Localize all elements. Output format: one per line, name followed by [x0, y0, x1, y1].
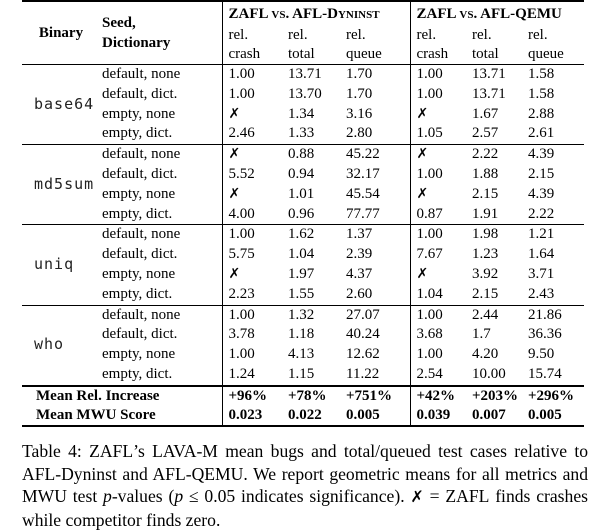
table-cell: 1.88 — [472, 165, 499, 182]
subheader-top: rel. — [528, 27, 548, 43]
seed-dictionary: empty, dict. — [102, 365, 173, 382]
table-cell: 3.71 — [528, 265, 555, 282]
table-cell: 4.13 — [288, 346, 315, 363]
seed-header-line1: Seed, — [102, 15, 136, 31]
table-cell: 2.15 — [528, 165, 555, 182]
caption-text: ’s LAVA-M mean bugs and total/queued test cases relative to AFL-Dyninst and AFL-QEMU. We report geometric means for all metrics and MWU test — [22, 441, 588, 507]
table-cell: 1.37 — [340, 225, 410, 245]
table-cell: 1.34 — [288, 105, 315, 122]
summary-value: 0.023 — [222, 406, 282, 426]
cross-mark-icon: ✗ — [416, 105, 429, 122]
table-cell: 1.04 — [410, 285, 466, 305]
summary-label: Mean MWU Score — [22, 406, 222, 426]
summary-value: 0.039 — [410, 406, 466, 426]
table-cell: 4.20 — [472, 346, 499, 363]
table-cell: 13.71 — [472, 85, 506, 102]
table-cell: 4.37 — [346, 265, 373, 282]
cross-mark-icon: ✗ — [416, 146, 429, 163]
binary-name: uniq — [22, 225, 100, 305]
table-cell: 2.61 — [528, 125, 555, 142]
table-cell — [410, 265, 466, 285]
table-cell: 3.92 — [472, 265, 499, 282]
table-cell: 13.71 — [466, 65, 522, 85]
table-row — [22, 345, 584, 365]
caption-text: finds crashes while competitor finds zero. — [22, 486, 588, 530]
results-table — [22, 0, 584, 427]
table-cell: 9.50 — [528, 346, 555, 363]
table-cell: 77.77 — [346, 205, 380, 222]
table-cell: 1.00 — [410, 225, 466, 245]
table-cell — [410, 105, 466, 125]
table-cell: 7.67 — [410, 245, 466, 265]
seed-dictionary: empty, none — [102, 346, 176, 363]
cross-mark-icon: ✗ — [410, 487, 424, 507]
seed-dictionary: empty, dict. — [102, 125, 173, 142]
table-cell: 2.60 — [346, 285, 373, 302]
table-cell: 1.32 — [282, 305, 340, 325]
table-cell: 11.22 — [346, 365, 380, 382]
header-row-1 — [22, 1, 584, 26]
table-cell: 2.57 — [472, 125, 499, 142]
table-cell: 27.07 — [340, 305, 410, 325]
subheader-bottom: queue — [528, 46, 564, 62]
table-cell: 1.24 — [222, 365, 282, 386]
subheader-bottom: queue — [346, 46, 382, 62]
subheader-top: rel. — [288, 27, 308, 43]
table-row — [22, 85, 584, 105]
table-cell: 1.33 — [288, 125, 315, 142]
table-cell: 1.91 — [472, 205, 499, 222]
cross-mark-icon: ✗ — [416, 185, 429, 202]
seed-dictionary: empty, none — [102, 185, 176, 202]
table-cell: 1.00 — [410, 305, 466, 325]
table-cell: 40.24 — [346, 326, 380, 343]
table-cell: 3.68 — [410, 325, 466, 345]
subheader-top: rel. — [472, 27, 492, 43]
seed-dictionary: empty, dict. — [102, 205, 173, 222]
table-cell: 1.98 — [466, 225, 522, 245]
caption-zafl: ZAFL — [445, 486, 490, 507]
table-cell: 1.58 — [522, 65, 584, 85]
group-header-dyninst: ZAFL vs. AFL-Dyninst — [222, 1, 410, 26]
table-cell: 2.43 — [528, 285, 555, 302]
table-cell: 4.39 — [522, 145, 584, 165]
table-cell: 32.17 — [346, 165, 380, 182]
table-cell — [222, 145, 282, 165]
table-cell: 1.00 — [222, 225, 282, 245]
summary-value: +751% — [340, 386, 410, 406]
table-cell: 1.00 — [410, 165, 466, 185]
summary-value: 0.005 — [340, 406, 410, 426]
summary-value: +42% — [410, 386, 466, 406]
table-cell — [222, 185, 282, 205]
table-body — [22, 65, 584, 386]
subheader-top: rel. — [222, 26, 282, 45]
caption-text: ≤ 0.05 indicates significance). — [183, 486, 411, 507]
table-cell: 2.22 — [528, 205, 555, 222]
binary-name: md5sum — [22, 145, 100, 225]
table-cell: 1.55 — [288, 285, 315, 302]
table-cell: 45.22 — [340, 145, 410, 165]
table-cell: 0.87 — [410, 205, 466, 225]
table-cell: 1.01 — [288, 185, 315, 202]
caption-zafl: ZAFL — [89, 441, 134, 461]
binary-header: Binary — [22, 1, 100, 65]
table-row — [22, 65, 584, 85]
summary-value: 0.007 — [466, 406, 522, 426]
table-row — [22, 325, 584, 345]
table-cell: 1.70 — [346, 85, 373, 102]
binary-name: base64 — [22, 65, 100, 145]
table-cell: 2.46 — [222, 124, 282, 144]
seed-header — [100, 1, 222, 65]
caption-text: -values ( — [111, 486, 175, 507]
caption-italic-p: p — [174, 486, 184, 507]
table-cell: 1.05 — [410, 124, 466, 144]
table-cell: 1.58 — [528, 85, 555, 102]
subheader-top: rel. — [410, 26, 466, 45]
table-cell: 10.00 — [472, 365, 506, 382]
seed-dictionary: default, dict. — [102, 246, 178, 263]
summary-value: 0.005 — [522, 406, 584, 426]
seed-dictionary: default, dict. — [102, 85, 178, 102]
table-cell: 13.71 — [282, 65, 340, 85]
seed-dictionary: empty, dict. — [102, 285, 173, 302]
summary-value: 0.022 — [282, 406, 340, 426]
table-row — [22, 185, 584, 205]
table-row — [22, 365, 584, 386]
table-cell: 2.23 — [222, 285, 282, 305]
subheader-top: rel. — [346, 27, 366, 43]
cross-mark-icon: ✗ — [228, 265, 241, 282]
seed-dictionary: default, dict. — [102, 165, 178, 182]
table-cell: 1.70 — [340, 65, 410, 85]
table-cell: 1.00 — [222, 345, 282, 365]
table-cell: 1.67 — [472, 105, 499, 122]
summary-value: +78% — [282, 386, 340, 406]
group-header-qemu: ZAFL vs. AFL-QEMU — [410, 1, 584, 26]
table-row — [22, 105, 584, 125]
table-cell: 4.39 — [528, 185, 555, 202]
table-cell: 2.15 — [472, 185, 499, 202]
table-cell: 2.54 — [410, 365, 466, 386]
table-cell: 0.96 — [288, 205, 315, 222]
table-cell: 1.00 — [410, 65, 466, 85]
table-row — [22, 245, 584, 265]
seed-dictionary: default, none — [100, 145, 222, 165]
caption-text: = — [423, 486, 446, 507]
table-cell: 2.44 — [466, 305, 522, 325]
table-cell — [222, 105, 282, 125]
table-cell: 1.64 — [528, 246, 555, 263]
table-cell: 1.00 — [410, 345, 466, 365]
caption-italic-p: p — [103, 486, 112, 507]
table-cell: 1.23 — [472, 246, 499, 263]
table-row — [22, 225, 584, 245]
seed-dictionary: default, none — [100, 65, 222, 85]
table-cell — [222, 265, 282, 285]
cross-mark-icon: ✗ — [228, 146, 241, 163]
summary-row — [22, 386, 584, 406]
table-cell: 2.39 — [346, 246, 373, 263]
table-cell: 45.54 — [346, 185, 380, 202]
summary-value: +296% — [522, 386, 584, 406]
table-row — [22, 305, 584, 325]
table-cell: 21.86 — [522, 305, 584, 325]
seed-dictionary: empty, none — [102, 105, 176, 122]
table-cell: 2.80 — [346, 125, 373, 142]
table-row — [22, 124, 584, 144]
table-cell: 0.94 — [288, 165, 315, 182]
table-cell: 1.21 — [522, 225, 584, 245]
subheader-bottom: total — [472, 46, 499, 62]
subheader-bottom: total — [288, 46, 315, 62]
summary-value: +96% — [222, 386, 282, 406]
table-cell: 2.88 — [528, 105, 555, 122]
binary-name: who — [22, 305, 100, 386]
table-cell: 0.88 — [282, 145, 340, 165]
table-cell — [410, 145, 466, 165]
cross-mark-icon: ✗ — [416, 265, 429, 282]
table-cell: 12.62 — [346, 346, 380, 363]
seed-dictionary: default, none — [100, 225, 222, 245]
seed-dictionary: default, dict. — [102, 326, 178, 343]
table-cell: 3.78 — [222, 325, 282, 345]
table-cell: 2.22 — [466, 145, 522, 165]
table-cell: 1.00 — [222, 305, 282, 325]
table-row — [22, 205, 584, 225]
table-cell: 1.97 — [288, 265, 315, 282]
cross-mark-icon: ✗ — [228, 105, 241, 122]
table-row — [22, 265, 584, 285]
table-cell: 5.52 — [222, 165, 282, 185]
table-cell: 13.70 — [288, 85, 322, 102]
cross-mark-icon: ✗ — [228, 185, 241, 202]
summary-row — [22, 406, 584, 426]
table-cell: 2.15 — [472, 285, 499, 302]
table-cell: 1.62 — [282, 225, 340, 245]
summary-value: +203% — [466, 386, 522, 406]
table-cell: 1.15 — [288, 365, 315, 382]
table-cell: 1.04 — [288, 246, 315, 263]
table-cell: 1.7 — [472, 326, 491, 343]
table-cell: 1.18 — [288, 326, 315, 343]
summary-label: Mean Rel. Increase — [22, 386, 222, 406]
seed-dictionary: empty, none — [102, 265, 176, 282]
table-row — [22, 285, 584, 305]
table-cell: 1.00 — [222, 85, 282, 105]
table-row — [22, 145, 584, 165]
table-cell: 36.36 — [528, 326, 562, 343]
table-cell: 5.75 — [222, 245, 282, 265]
table-cell: 3.16 — [346, 105, 373, 122]
table-cell: 15.74 — [528, 365, 562, 382]
table-cell: 1.00 — [222, 65, 282, 85]
table-caption — [22, 440, 588, 531]
caption-text: Table 4: — [22, 441, 90, 461]
table-cell: 1.00 — [410, 85, 466, 105]
seed-dictionary: default, none — [100, 305, 222, 325]
table-cell — [410, 185, 466, 205]
seed-header-line2: Dictionary — [102, 35, 171, 51]
table-cell: 4.00 — [222, 205, 282, 225]
subheader-bottom: crash — [222, 45, 282, 65]
subheader-bottom: crash — [410, 45, 466, 65]
table-row — [22, 165, 584, 185]
